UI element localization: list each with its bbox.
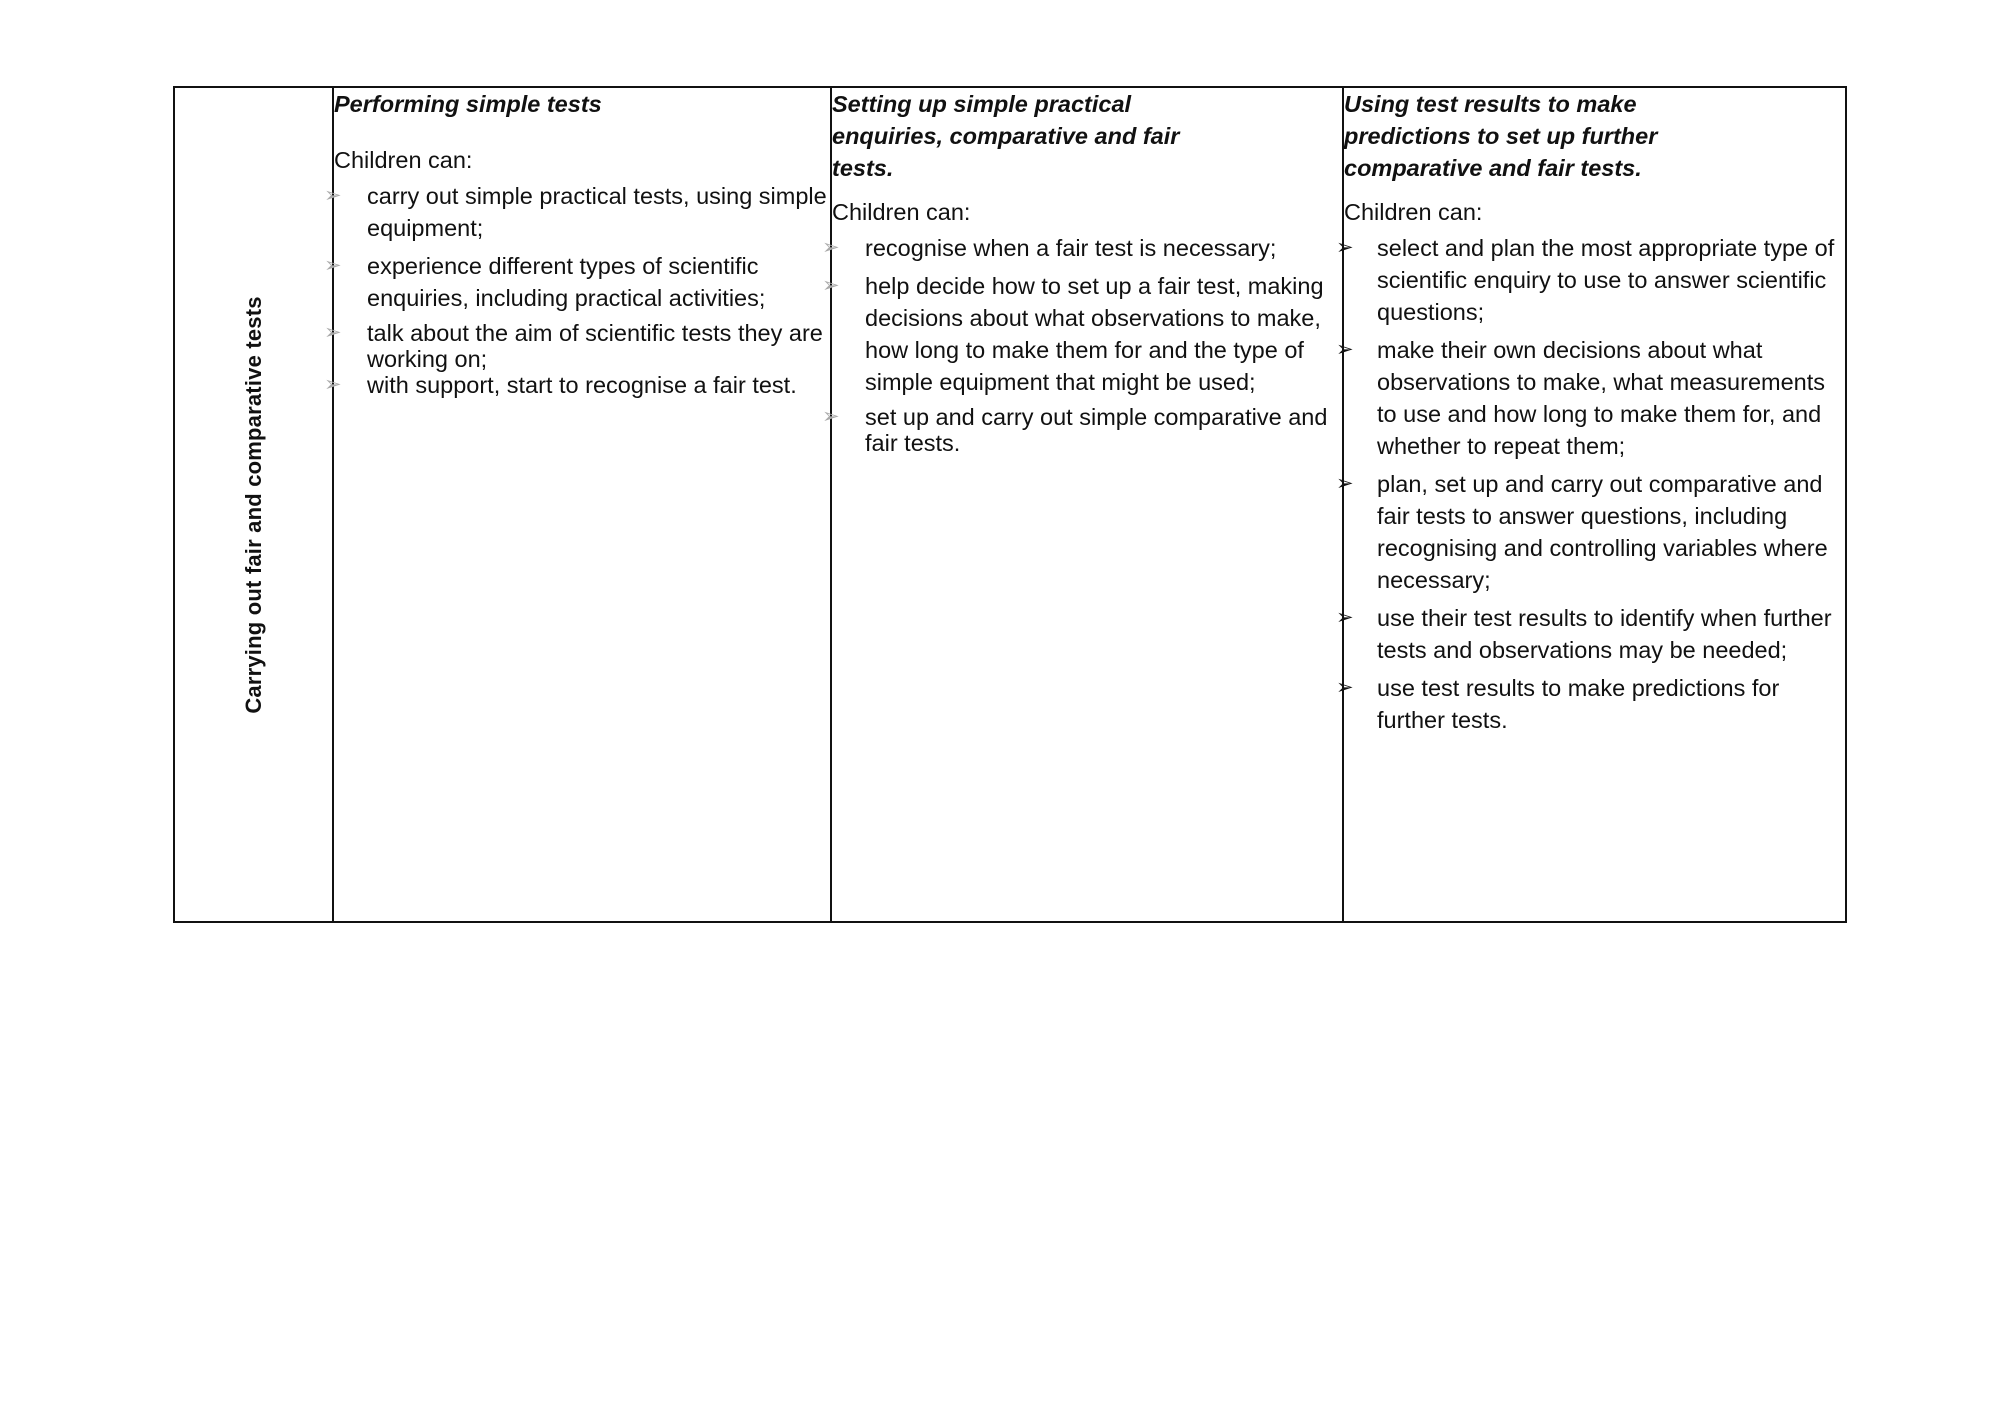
list-item-text: set up and carry out simple comparative and fair tests. bbox=[865, 404, 1328, 456]
list-item bbox=[324, 372, 830, 398]
column-heading: Using test results to make predictions to set up further comparative and fair tests. bbox=[1344, 91, 1658, 181]
column-heading: Setting up simple practical enquiries, comparative and fair tests. bbox=[832, 91, 1180, 181]
column-intro: Children can: bbox=[832, 199, 971, 225]
list-item-text: use their test results to identify when further tests and observations may be needed; bbox=[1377, 605, 1832, 663]
arrowhead-bullet-icon: ➢ bbox=[822, 274, 840, 297]
row-label: Carrying out fair and comparative tests bbox=[240, 295, 266, 714]
column-intro: Children can: bbox=[334, 147, 473, 173]
list-item bbox=[1336, 334, 1845, 462]
list-item-text: recognise when a fair test is necessary; bbox=[865, 235, 1277, 261]
arrowhead-bullet-icon: ➢ bbox=[324, 321, 342, 344]
list-item-text: talk about the aim of scientific tests they are working on; bbox=[367, 320, 823, 372]
list-item-text: select and plan the most appropriate type of scientific enquiry to use to answer scientific questions; bbox=[1377, 235, 1835, 325]
progression-table bbox=[173, 86, 1847, 923]
arrowhead-bullet-icon: ➢ bbox=[1336, 676, 1354, 699]
list-item-text: experience different types of scientific enquiries, including practical activities; bbox=[367, 253, 766, 311]
list-item bbox=[822, 404, 1342, 456]
list-item bbox=[822, 270, 1342, 398]
arrowhead-bullet-icon: ➢ bbox=[1336, 236, 1354, 259]
arrowhead-bullet-icon: ➢ bbox=[1336, 338, 1354, 361]
list-item bbox=[822, 232, 1342, 264]
column-cell-3 bbox=[1336, 87, 1846, 922]
list-item bbox=[324, 250, 830, 314]
column-intro: Children can: bbox=[1344, 199, 1483, 225]
list-item-text: with support, start to recognise a fair test. bbox=[367, 372, 797, 398]
list-item bbox=[1336, 468, 1845, 596]
column-cell-2 bbox=[822, 87, 1343, 922]
arrowhead-bullet-icon: ➢ bbox=[324, 373, 342, 396]
arrowhead-bullet-icon: ➢ bbox=[324, 254, 342, 277]
list-item-text: plan, set up and carry out comparative and fair tests to answer questions, including recognising and controlling variables where necessary; bbox=[1377, 471, 1828, 593]
arrowhead-bullet-icon: ➢ bbox=[1336, 472, 1354, 495]
arrowhead-bullet-icon: ➢ bbox=[324, 184, 342, 207]
list-item-text: use test results to make predictions for further tests. bbox=[1377, 675, 1780, 733]
column-heading: Performing simple tests bbox=[334, 91, 602, 117]
list-item-text: make their own decisions about what observations to make, what measurements to use and how long to make them for, and whether to repeat them; bbox=[1377, 337, 1826, 459]
arrowhead-bullet-icon: ➢ bbox=[822, 236, 840, 259]
list-item bbox=[324, 180, 830, 244]
list-item bbox=[1336, 602, 1845, 666]
arrowhead-bullet-icon: ➢ bbox=[822, 405, 840, 428]
row-header-cell bbox=[174, 87, 333, 922]
table-row bbox=[174, 87, 1846, 922]
list-item bbox=[1336, 672, 1845, 736]
arrowhead-bullet-icon: ➢ bbox=[1336, 606, 1354, 629]
list-item bbox=[324, 320, 830, 372]
bullet-list bbox=[324, 180, 830, 398]
list-item-text: help decide how to set up a fair test, making decisions about what observations to make, how long to make them for and the type of simple equipment that might be used; bbox=[865, 273, 1324, 395]
column-cell-1 bbox=[324, 87, 831, 922]
list-item-text: carry out simple practical tests, using simple equipment; bbox=[367, 183, 827, 241]
bullet-list bbox=[822, 232, 1342, 456]
bullet-list bbox=[1336, 232, 1845, 736]
list-item bbox=[1336, 232, 1845, 328]
